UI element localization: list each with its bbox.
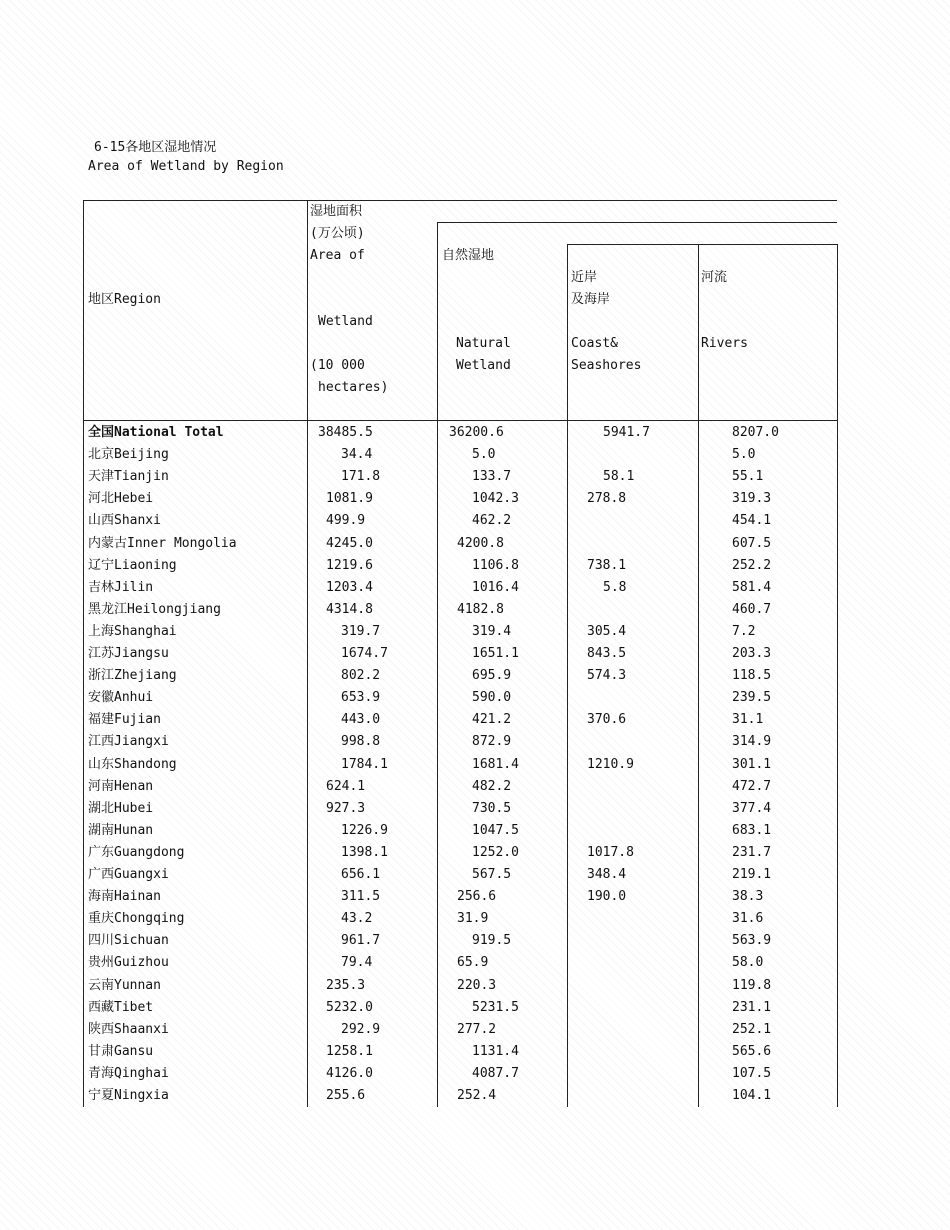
cell-rivers: 55.1: [732, 469, 764, 484]
header-rule-natural: [437, 222, 837, 223]
table-right-border: [837, 244, 838, 1107]
cell-natural: 590.0: [472, 690, 512, 705]
cell-region: 黑龙江Heilongjiang: [88, 602, 221, 617]
cell-region: 河南Henan: [88, 779, 154, 794]
cell-region: 内蒙古Inner Mongolia: [88, 536, 237, 551]
cell-region: 青海Qinghai: [88, 1066, 169, 1081]
cell-natural: 319.4: [472, 624, 512, 639]
cell-natural: 730.5: [472, 801, 512, 816]
cell-region: 甘肃Gansu: [88, 1044, 154, 1059]
cell-area: 1219.6: [326, 558, 373, 573]
cell-natural: 872.9: [472, 734, 512, 749]
col-divider-natural: [437, 222, 438, 1107]
header-rule-coast: [567, 244, 837, 245]
header-region: 地区Region: [88, 292, 161, 307]
cell-region: 重庆Chongqing: [88, 911, 185, 926]
cell-rivers: 314.9: [732, 734, 772, 749]
cell-region: 吉林Jilin: [88, 580, 154, 595]
cell-natural: 1106.8: [472, 558, 519, 573]
header-natural-en-1: Natural: [456, 336, 511, 351]
cell-coast: 574.3: [587, 668, 627, 683]
cell-area: 43.2: [341, 911, 373, 926]
cell-rivers: 565.6: [732, 1044, 772, 1059]
cell-area: 927.3: [326, 801, 366, 816]
cell-area: 319.7: [341, 624, 381, 639]
cell-coast: 348.4: [587, 867, 627, 882]
col-divider-area: [307, 200, 308, 1107]
header-rivers-en: Rivers: [701, 336, 748, 351]
cell-region: 浙江Zhejiang: [88, 668, 177, 683]
cell-natural: 65.9: [457, 955, 489, 970]
cell-natural: 133.7: [472, 469, 512, 484]
cell-rivers: 377.4: [732, 801, 772, 816]
header-area-en-1: Area of: [310, 248, 365, 263]
cell-region: 湖南Hunan: [88, 823, 154, 838]
cell-area: 171.8: [341, 469, 381, 484]
cell-natural: 252.4: [457, 1088, 497, 1103]
cell-region: 云南Yunnan: [88, 978, 161, 993]
cell-rivers: 319.3: [732, 491, 772, 506]
header-natural-cn: 自然湿地: [442, 248, 495, 263]
cell-natural: 1016.4: [472, 580, 519, 595]
cell-region: 上海Shanghai: [88, 624, 177, 639]
cell-rivers: 607.5: [732, 536, 772, 551]
cell-natural: 1252.0: [472, 845, 519, 860]
cell-area: 5232.0: [326, 1000, 373, 1015]
cell-rivers: 7.2: [732, 624, 756, 639]
cell-rivers: 104.1: [732, 1088, 772, 1103]
cell-region: 海南Hainan: [88, 889, 161, 904]
cell-area: 1081.9: [326, 491, 373, 506]
cell-region: 陕西Shaanxi: [88, 1022, 169, 1037]
cell-rivers: 472.7: [732, 779, 772, 794]
cell-area: 1203.4: [326, 580, 373, 595]
cell-area: 4245.0: [326, 536, 373, 551]
cell-coast: 1210.9: [587, 757, 634, 772]
cell-area: 255.6: [326, 1088, 366, 1103]
cell-area: 443.0: [341, 712, 381, 727]
cell-area: 961.7: [341, 933, 381, 948]
cell-area: 311.5: [341, 889, 381, 904]
cell-region: 江苏Jiangsu: [88, 646, 169, 661]
cell-area: 1226.9: [341, 823, 388, 838]
cell-area: 499.9: [326, 513, 366, 528]
cell-natural: 4087.7: [472, 1066, 519, 1081]
header-area-unit-1: (10 000: [310, 358, 365, 373]
cell-natural: 1131.4: [472, 1044, 519, 1059]
cell-rivers: 31.1: [732, 712, 764, 727]
cell-rivers: 203.3: [732, 646, 772, 661]
cell-region: 四川Sichuan: [88, 933, 169, 948]
cell-natural: 1042.3: [472, 491, 519, 506]
cell-area: 79.4: [341, 955, 373, 970]
header-area-cn-2: (万公顷): [310, 226, 365, 241]
cell-rivers: 31.6: [732, 911, 764, 926]
col-divider-rivers: [698, 244, 699, 1107]
cell-coast: 58.1: [603, 469, 635, 484]
cell-area: 1398.1: [341, 845, 388, 860]
cell-region: 宁夏Ningxia: [88, 1088, 169, 1103]
cell-coast: 305.4: [587, 624, 627, 639]
cell-region: 广东Guangdong: [88, 845, 185, 860]
cell-area: 4126.0: [326, 1066, 373, 1081]
cell-rivers: 58.0: [732, 955, 764, 970]
cell-area: 1674.7: [341, 646, 388, 661]
cell-region: 天津Tianjin: [88, 469, 169, 484]
header-area-cn-1: 湿地面积: [310, 204, 363, 219]
cell-rivers: 38.3: [732, 889, 764, 904]
cell-area: 1784.1: [341, 757, 388, 772]
cell-area: 624.1: [326, 779, 366, 794]
cell-rivers: 231.7: [732, 845, 772, 860]
cell-area: 1258.1: [326, 1044, 373, 1059]
cell-rivers: 252.1: [732, 1022, 772, 1037]
header-coast-en-2: Seashores: [571, 358, 642, 373]
table-left-border: [83, 200, 84, 1107]
cell-region: 全国National Total: [88, 425, 224, 440]
cell-rivers: 219.1: [732, 867, 772, 882]
cell-natural: 421.2: [472, 712, 512, 727]
cell-natural: 31.9: [457, 911, 489, 926]
cell-rivers: 454.1: [732, 513, 772, 528]
cell-rivers: 252.2: [732, 558, 772, 573]
cell-rivers: 107.5: [732, 1066, 772, 1081]
title-en: Area of Wetland by Region: [88, 159, 284, 174]
cell-natural: 256.6: [457, 889, 497, 904]
header-area-unit-2: hectares): [318, 380, 389, 395]
header-bottom-border: [83, 420, 837, 421]
cell-region: 北京Beijing: [88, 447, 169, 462]
cell-natural: 1681.4: [472, 757, 519, 772]
cell-natural: 695.9: [472, 668, 512, 683]
cell-rivers: 581.4: [732, 580, 772, 595]
header-coast-cn-2: 及海岸: [571, 292, 611, 307]
cell-region: 江西Jiangxi: [88, 734, 169, 749]
cell-rivers: 683.1: [732, 823, 772, 838]
cell-coast: 5.8: [603, 580, 627, 595]
cell-region: 广西Guangxi: [88, 867, 169, 882]
cell-natural: 36200.6: [449, 425, 504, 440]
cell-rivers: 119.8: [732, 978, 772, 993]
cell-area: 292.9: [341, 1022, 381, 1037]
cell-rivers: 118.5: [732, 668, 772, 683]
cell-natural: 4200.8: [457, 536, 504, 551]
header-natural-en-2: Wetland: [456, 358, 511, 373]
cell-region: 辽宁Liaoning: [88, 558, 177, 573]
cell-natural: 5231.5: [472, 1000, 519, 1015]
cell-coast: 1017.8: [587, 845, 634, 860]
cell-area: 802.2: [341, 668, 381, 683]
header-rivers-cn: 河流: [701, 270, 728, 285]
cell-region: 贵州Guizhou: [88, 955, 169, 970]
cell-region: 福建Fujian: [88, 712, 161, 727]
cell-natural: 4182.8: [457, 602, 504, 617]
cell-rivers: 563.9: [732, 933, 772, 948]
cell-coast: 5941.7: [603, 425, 650, 440]
cell-region: 山西Shanxi: [88, 513, 161, 528]
header-coast-en-1: Coast&: [571, 336, 618, 351]
cell-rivers: 8207.0: [732, 425, 779, 440]
title-cn: 6-15各地区湿地情况: [94, 140, 217, 155]
cell-natural: 1651.1: [472, 646, 519, 661]
cell-area: 653.9: [341, 690, 381, 705]
cell-rivers: 301.1: [732, 757, 772, 772]
cell-natural: 919.5: [472, 933, 512, 948]
header-coast-cn-1: 近岸: [571, 270, 598, 285]
col-divider-coast: [567, 244, 568, 1107]
cell-region: 河北Hebei: [88, 491, 154, 506]
cell-area: 4314.8: [326, 602, 373, 617]
cell-natural: 220.3: [457, 978, 497, 993]
cell-region: 安徽Anhui: [88, 690, 154, 705]
cell-natural: 277.2: [457, 1022, 497, 1037]
cell-natural: 567.5: [472, 867, 512, 882]
cell-region: 山东Shandong: [88, 757, 177, 772]
cell-area: 235.3: [326, 978, 366, 993]
cell-coast: 370.6: [587, 712, 627, 727]
cell-area: 656.1: [341, 867, 381, 882]
cell-area: 34.4: [341, 447, 373, 462]
cell-coast: 843.5: [587, 646, 627, 661]
cell-rivers: 5.0: [732, 447, 756, 462]
cell-region: 西藏Tibet: [88, 1000, 154, 1015]
cell-coast: 190.0: [587, 889, 627, 904]
cell-rivers: 239.5: [732, 690, 772, 705]
cell-natural: 5.0: [472, 447, 496, 462]
header-area-en-2: Wetland: [318, 314, 373, 329]
cell-rivers: 231.1: [732, 1000, 772, 1015]
cell-region: 湖北Hubei: [88, 801, 154, 816]
cell-area: 38485.5: [318, 425, 373, 440]
cell-natural: 1047.5: [472, 823, 519, 838]
cell-natural: 462.2: [472, 513, 512, 528]
cell-coast: 738.1: [587, 558, 627, 573]
cell-coast: 278.8: [587, 491, 627, 506]
cell-rivers: 460.7: [732, 602, 772, 617]
cell-area: 998.8: [341, 734, 381, 749]
table-top-border: [83, 200, 837, 201]
cell-natural: 482.2: [472, 779, 512, 794]
